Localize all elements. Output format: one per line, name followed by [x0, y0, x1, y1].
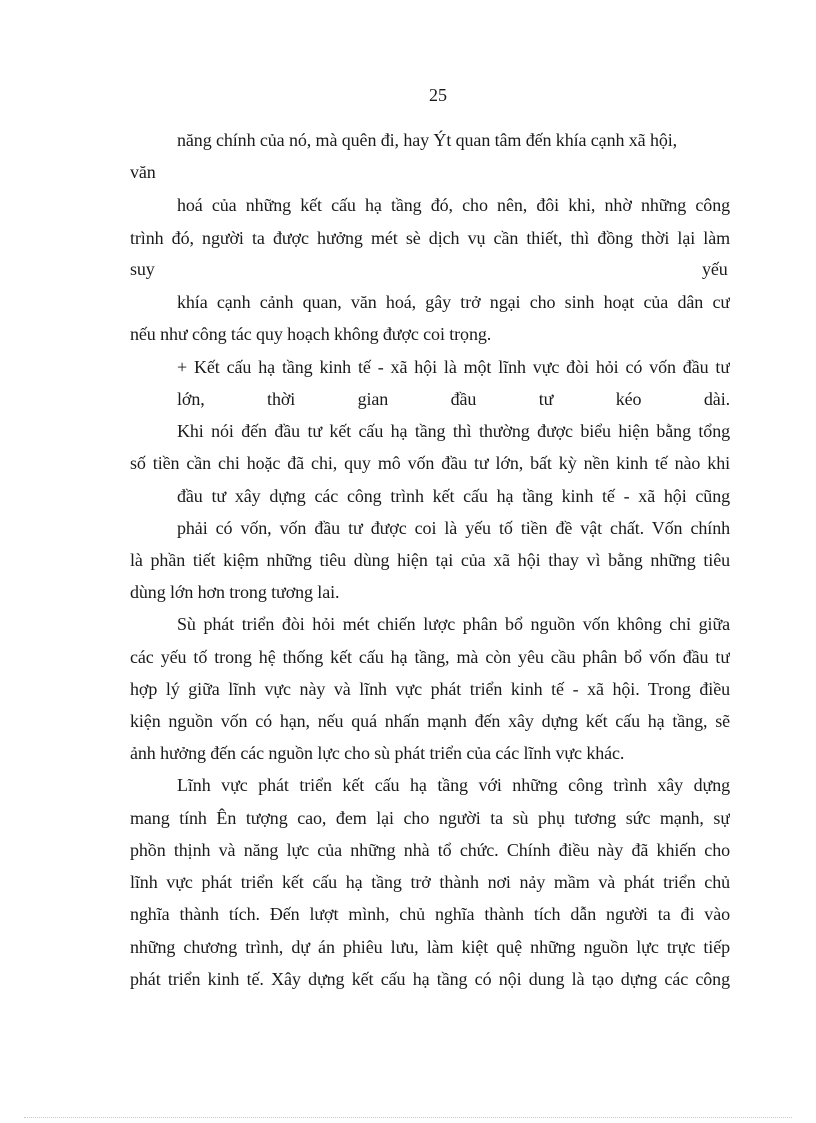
text-line: hợp lý giữa lĩnh vực này và lĩnh vực phát triển kinh tế - xã hội. Trong điều — [130, 679, 730, 699]
text-line: nghĩa thành tích. Đến lượt mình, chủ nghĩa thành tích dẫn người ta đi vào — [130, 904, 730, 924]
text-line: hoá của những kết cấu hạ tầng đó, cho nên, đôi khi, nhờ những công — [177, 195, 730, 215]
text-line: suy — [130, 259, 155, 279]
text-line: là phần tiết kiệm những tiêu dùng hiện tại của xã hội thay vì bằng những tiêu — [130, 550, 730, 570]
text-line: những chương trình, dự án phiêu lưu, làm kiệt quệ những nguồn lực trực tiếp — [130, 937, 730, 957]
text-line: số tiền cần chi hoặc đã chi, quy mô vốn đầu tư lớn, bất kỳ nền kinh tế nào khi — [130, 453, 730, 473]
text-line: phải có vốn, vốn đầu tư được coi là yếu tố tiền đề vật chất. Vốn chính — [177, 518, 730, 538]
text-line: Khi nói đến đầu tư kết cấu hạ tầng thì thường được biểu hiện bằng tổng — [177, 421, 730, 441]
text-line: ảnh hưởng đến các nguồn lực cho sù phát triển của các lĩnh vực khác. — [130, 743, 625, 763]
text-line: yếu — [702, 259, 728, 279]
page-number: 25 — [429, 85, 447, 105]
text-line: phát triển kinh tế. Xây dựng kết cấu hạ tầng có nội dung là tạo dựng các công — [130, 969, 730, 989]
text-line: lớn, thời gian đầu tư kéo dài. — [177, 389, 730, 409]
text-line: mang tính Ên tượng cao, đem lại cho người ta sù phụ tương sức mạnh, sự — [130, 808, 730, 828]
page-bottom-divider — [24, 1117, 792, 1118]
text-line: dùng lớn hơn trong tương lai. — [130, 582, 340, 602]
text-line: trình đó, người ta được hưởng mét sè dịch vụ cần thiết, thì đồng thời lại làm — [130, 228, 730, 248]
text-line: Sù phát triển đòi hỏi mét chiến lược phân bổ nguồn vốn không chỉ giữa — [177, 614, 730, 634]
text-line: lĩnh vực phát triển kết cấu hạ tầng trở thành nơi nảy mầm và phát triển chủ — [130, 872, 730, 892]
text-line: nếu như công tác quy hoạch không được coi trọng. — [130, 324, 492, 344]
text-line: khía cạnh cảnh quan, văn hoá, gây trở ngại cho sinh hoạt của dân cư — [177, 292, 730, 312]
text-line: năng chính của nó, mà quên đi, hay Ýt quan tâm đến khía cạnh xã hội, — [177, 130, 678, 150]
text-line: văn — [130, 162, 156, 182]
text-line: Lĩnh vực phát triển kết cấu hạ tầng với những công trình xây dựng — [177, 775, 730, 795]
text-line: phồn thịnh và năng lực của những nhà tổ chức. Chính điều này đã khiến cho — [130, 840, 730, 860]
text-line: + Kết cấu hạ tầng kinh tế - xã hội là một lĩnh vực đòi hỏi có vốn đầu tư — [177, 357, 730, 377]
text-line: kiện nguồn vốn có hạn, nếu quá nhấn mạnh đến xây dựng kết cấu hạ tầng, sẽ — [130, 711, 730, 731]
text-line: đầu tư xây dựng các công trình kết cấu hạ tầng kinh tế - xã hội cũng — [177, 486, 730, 506]
text-line: các yếu tố trong hệ thống kết cấu hạ tầng, mà còn yêu cầu phân bổ vốn đầu tư — [130, 647, 730, 667]
